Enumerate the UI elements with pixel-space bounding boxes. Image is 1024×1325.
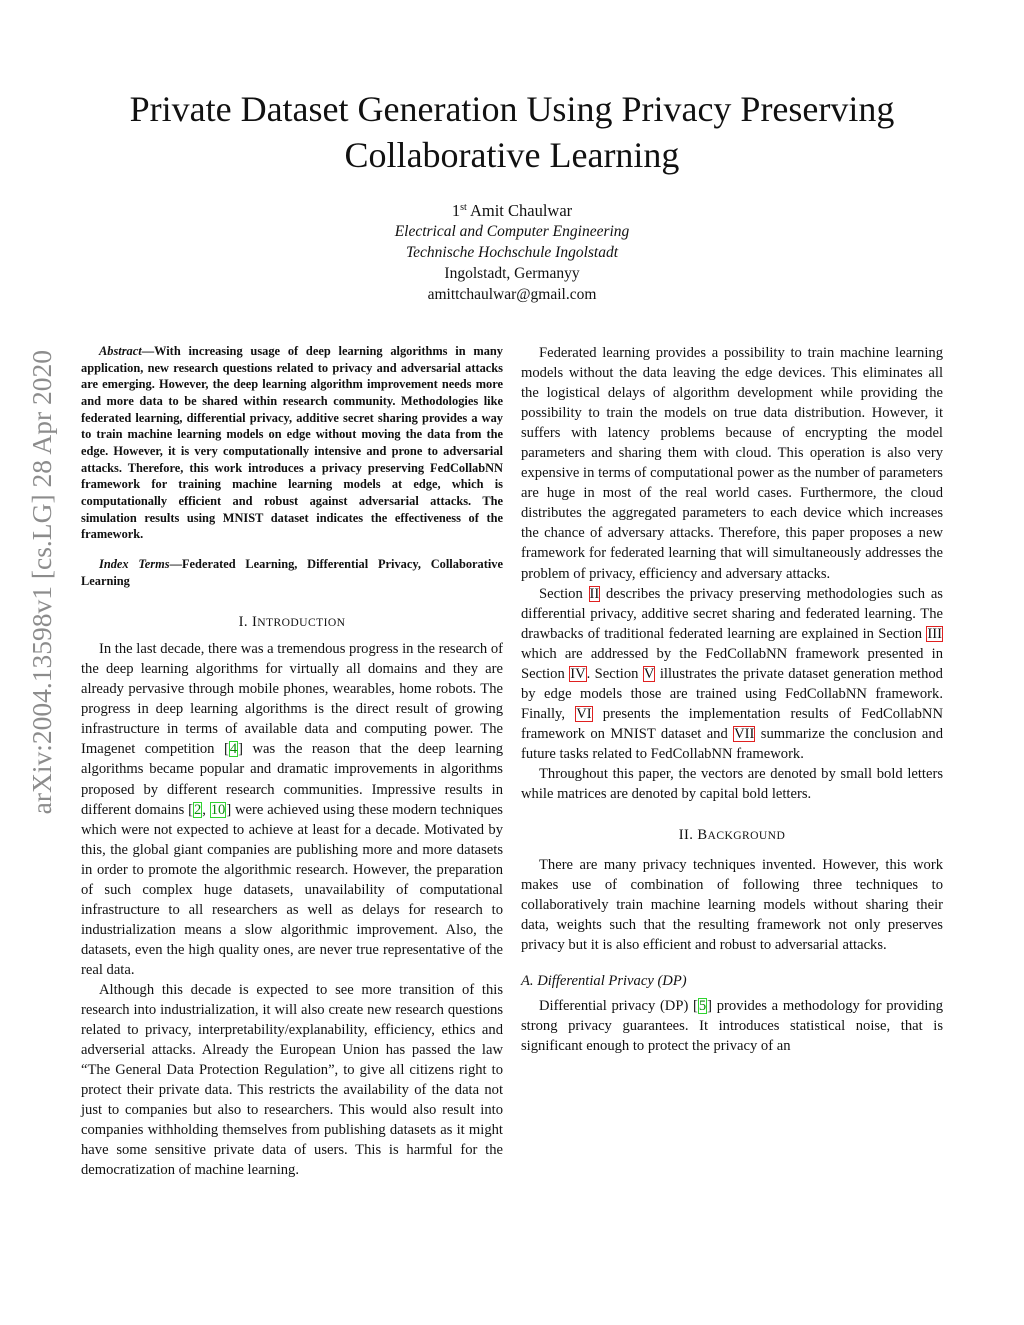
- section-reference-link[interactable]: II: [589, 585, 600, 602]
- citation-link[interactable]: 2: [193, 801, 202, 818]
- section-reference-link[interactable]: VI: [576, 705, 592, 722]
- author-email: amittchaulwar@gmail.com: [427, 286, 597, 303]
- subsection-heading-differential-privacy: A. Differential Privacy (DP): [521, 973, 687, 990]
- citation-link[interactable]: 5: [698, 998, 707, 1015]
- author-location: Ingolstadt, Germanyy: [444, 265, 580, 282]
- background-paragraph-1: There are many privacy techniques invented. However, this work makes use of combination of following three techniques to collaboratively train machine learning models without sharing their data, weights such that the resulting framework not only preserves privacy but it is also efficient and robust to adversarial attacks.: [521, 857, 943, 954]
- intro-paragraph-1: In the last decade, there was a tremendous progress in the research of the deep learning algorithms for virtually all domains and they are already pervasive through mobile phones, wearables, home robots. The progress in deep learning algorithms is the direct result of growing infrastructure in terms of available data and computing power. The Imagenet competition [4] was the reason that the deep learning algorithms became popular and dramatic improvements in algorithms proposed by different research communities. Impressive results in different domains [2, 10] were achieved using these modern techniques which were not expected to achieve at least for a decade. Motivated by this, the global giant companies are publishing more and more datasets in order to promote the algorithmic research. However, the preparation of such complex huge datasets, unavailability of computational infrastructure to all researchers as well as delays for research to industrialization means a slow algorithmic improvement. Also, the datasets, even the high quality ones, are never true representative of the real data.: [81, 641, 504, 978]
- citation-link[interactable]: 4: [229, 741, 238, 758]
- author-name-line: [262, 200, 762, 221]
- arxiv-identifier-text: arXiv:2004.13598v1 [cs.LG] 28 Apr 2020: [26, 350, 57, 815]
- right-column: [521, 343, 943, 1056]
- abstract-text: With increasing usage of deep learning algorithms in many application, new research questions related to privacy and adversarial attacks are emerging. However, the deep learning algorithm improvement needs more and more data to be shared within research community. Methodologies like federated learning, differential privacy, additive secret sharing provides a way to train machine learning models on edge without moving the data from the edge. However, it is very computationally intensive and prone to adversarial attacks. Therefore, this work introduces a privacy preserving FedCollabNN framework for training machine learning models at edge, which is computationally efficient and robust against adversarial attacks. The simulation results using MNIST dataset indicates the effectiveness of the framework.: [81, 344, 503, 542]
- citation-link[interactable]: 10: [210, 801, 226, 818]
- intro-paragraph-2: Although this decade is expected to see more transition of this research into industrialization, it will also create new research questions related to privacy, interpretability/explanability, efficiency, ethics and adverserial attacks. Already the European Union has passed the law “The General Data Protection Regulation”, to give all citizens right to protect their private data. This restricts the availability of the data not just to companies but also to researchers. This would also result into companies withholding themselves from publishing datasets as it might have some sensitive private data of users. This is harmful for the democratization of machine learning.: [81, 981, 503, 1179]
- background-paragraph-2: Differential privacy (DP) [5] provides a methodology for providing strong privacy guarantees. It introduces statistical noise, that is significant enough to protect the privacy of an: [521, 998, 943, 1055]
- author-block: [262, 200, 762, 305]
- intro-paragraph-3: Federated learning provides a possibility to train machine learning models without the data leaving the edge devices. This eliminates all the logistical delays of algorithm development while providing the possibility to train the models on true data distribution. However, it suffers with latency problems because of encrypting the model parameters and sharing them with cloud. This operation is also very expensive in terms of computational power as the number of parameters are huge in most of the real world cases. Furthermore, the cloud distributes the aggregated parameters to each device which increases the chance of adversary attacks. Therefore, this paper proposes a new framework for federated learning that will simultaneously addresses the problem of privacy, efficiency and adversary attacks.: [521, 345, 943, 582]
- section-reference-link[interactable]: V: [643, 665, 655, 682]
- index-terms-text: Federated Learning, Differential Privacy, Collaborative Learning: [81, 556, 503, 588]
- section-reference-link[interactable]: IV: [570, 665, 586, 682]
- arxiv-identifier-stamp: [22, 350, 62, 940]
- paper-title: Private Dataset Generation Using Privacy Preserving Collaborative Learning: [129, 89, 895, 175]
- section-heading-introduction: I. INTRODUCTION: [238, 614, 346, 631]
- author-ordinal-suffix: st: [460, 202, 467, 213]
- author-department: Electrical and Computer Engineering: [394, 223, 630, 240]
- section-reference-link[interactable]: III: [927, 625, 942, 642]
- author-name: Amit Chaulwar: [469, 201, 573, 220]
- section-reference-link[interactable]: VII: [734, 725, 755, 742]
- author-institution: Technische Hochschule Ingolstadt: [405, 244, 619, 261]
- abstract-label: Abstract: [99, 344, 142, 358]
- intro-paragraph-5: Throughout this paper, the vectors are denoted by small bold letters while matrices are denoted by capital bold letters.: [521, 765, 943, 803]
- index-terms: Index Terms—Federated Learning, Differential Privacy, Collaborative Learning: [81, 556, 503, 588]
- intro-paragraph-4: Section II describes the privacy preserving methodologies such as differential privacy, additive secret sharing and federated learning. The drawbacks of traditional federated learning are explained in Section III which are addressed by the FedCollabNN framework presented in Section IV. Section V illustrates the private dataset generation method by edge models those are trained using FedCollabNN framework. Finally, VI presents the implementation results of FedCollabNN framework on MNIST dataset and VII summarize the conclusion and future tasks related to FedCollabNN framework.: [521, 585, 943, 762]
- author-ordinal: 1: [451, 201, 461, 220]
- index-terms-label: Index Terms: [99, 556, 170, 571]
- left-column: [81, 343, 503, 1180]
- abstract: Abstract—With increasing usage of deep learning algorithms in many application, new research questions related to privacy and adversarial attacks are emerging. However, the deep learning algorithm improvement needs more and more data to be shared within research community. Methodologies like federated learning, differential privacy, additive secret sharing provides a way to train machine learning models on edge without moving the data from the edge. However, it is very computationally intensive and prone to adversarial attacks. Therefore, this work introduces a privacy preserving FedCollabNN framework for training machine learning models at edge, which is computationally efficient and robust against adversarial attacks. The simulation results using MNIST dataset indicates the effectiveness of the framework.: [81, 344, 503, 542]
- section-heading-background: II. BACKGROUND: [678, 827, 786, 844]
